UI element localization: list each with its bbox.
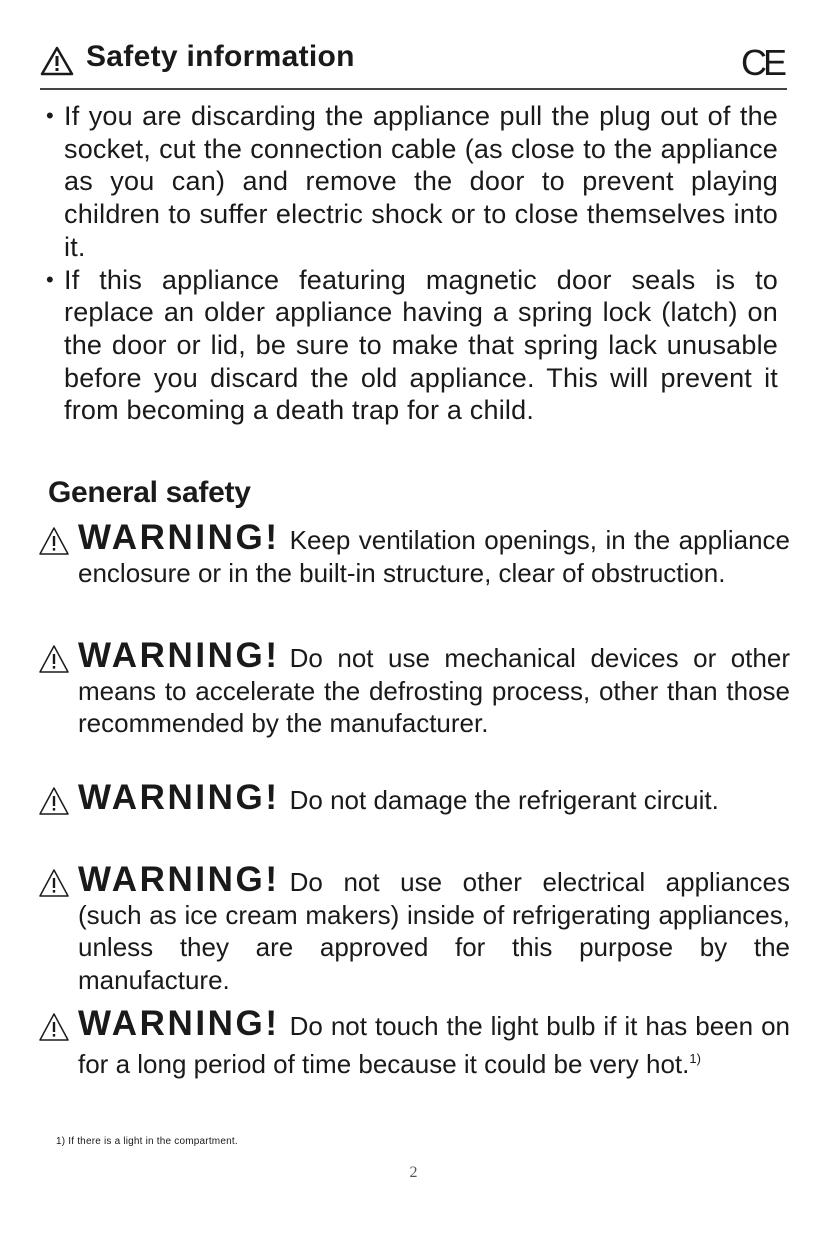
warning-label: WARNING!	[78, 1004, 280, 1043]
warning-triangle-icon	[40, 46, 74, 76]
warning-triangle-icon	[38, 526, 70, 556]
warning-defrosting	[38, 636, 790, 740]
footnote: 1) If there is a light in the compartment.	[56, 1136, 238, 1147]
warning-text: Do not damage the refrigerant circuit.	[289, 785, 719, 815]
warning-text: Keep ventilation openings, in the appliance enclosure or in the built-in structure, clear of obstruction.	[78, 525, 790, 588]
warning-label: WARNING!	[78, 518, 280, 557]
bullet-discarding-appliance: • If you are discarding the appliance pull the plug out of the socket, cut the connection cable (as close to the appliance as you can) and remove the door to prevent playing children to suffer electric shock or to close themselves into it.	[46, 100, 778, 264]
page-title: Safety information	[86, 40, 355, 73]
ce-mark: CE	[740, 42, 783, 83]
warning-label: WARNING!	[78, 636, 280, 675]
safety-bullet-list	[46, 100, 778, 427]
warning-text: Do not use mechanical devices or other means to accelerate the defrosting process, other than those recommended by the manufacturer.	[78, 643, 790, 738]
warning-label: WARNING!	[78, 778, 280, 817]
page-number: 2	[409, 1164, 418, 1181]
warning-light-bulb	[38, 1004, 790, 1080]
warning-label: WARNING!	[78, 860, 280, 899]
warning-triangle-icon	[38, 644, 70, 674]
warning-electrical-appliances	[38, 860, 790, 996]
section-heading-general-safety: General safety	[48, 476, 251, 509]
bullet-spring-lock: • If this appliance featuring magnetic door seals is to replace an older appliance having a spring lock (latch) on the door or lid, be sure to make that spring lack unusable before you discard the old appliance. This will prevent it from becoming a death trap for a child.	[46, 264, 778, 428]
warning-text: Do not use other electrical appliances (such as ice cream makers) inside of refrigerating appliances, unless they are approved for this purpose by the manufacture.	[78, 867, 790, 995]
warning-triangle-icon	[38, 1012, 70, 1042]
warning-triangle-icon	[38, 868, 70, 898]
footnote-reference: 1)	[689, 1050, 701, 1066]
warning-ventilation	[38, 518, 790, 589]
page-header	[40, 40, 787, 90]
warning-triangle-icon	[38, 786, 70, 816]
warning-text: Do not touch the light bulb if it has been on for a long period of time because it could be very hot.	[78, 1011, 790, 1079]
warning-refrigerant-circuit	[38, 778, 790, 817]
